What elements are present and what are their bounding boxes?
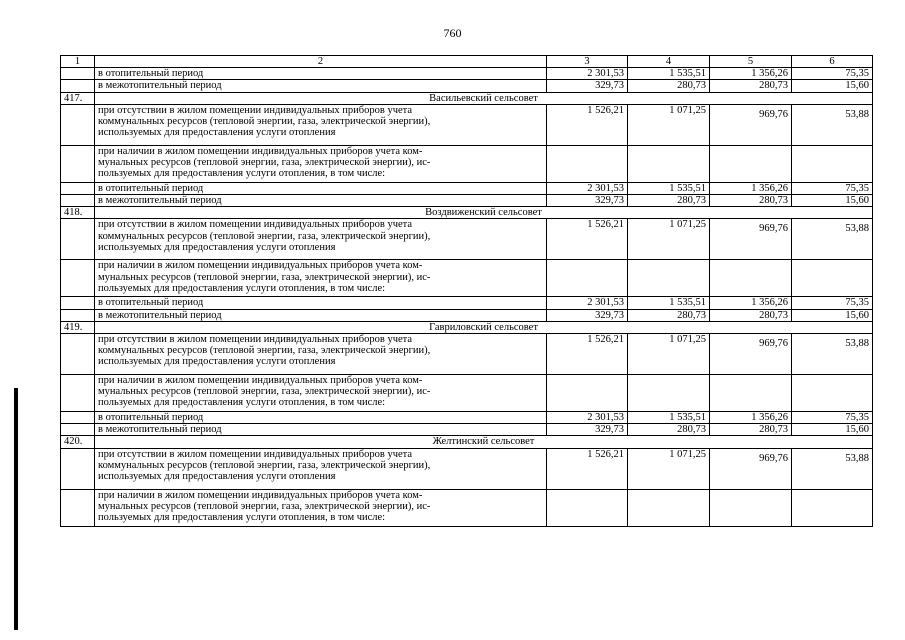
value-cell: [628, 145, 710, 182]
table-row: [61, 375, 873, 412]
table-row: [61, 489, 873, 526]
table-row: [61, 219, 873, 260]
value-cell: 280,73: [710, 195, 792, 207]
value-cell: [710, 375, 792, 412]
value-cell: 15,60: [792, 309, 873, 321]
value-cell: 1 071,25: [628, 334, 710, 375]
value-cell: 1 356,26: [710, 412, 792, 424]
label-line: пользуемых для предоставления услуги отопления, в том числе:: [98, 168, 386, 180]
value-cell: [628, 375, 710, 412]
header-cell: 4: [628, 56, 710, 68]
value-cell: 969,76: [710, 104, 792, 145]
index-cell: [61, 448, 95, 489]
label-cell: в межотопительный период: [95, 424, 547, 436]
value-cell: 1 526,21: [547, 219, 628, 260]
value-cell: 1 356,26: [710, 182, 792, 194]
label-cell: [95, 260, 547, 297]
value-cell: 329,73: [547, 309, 628, 321]
label-line: при отсутствии в жилом помещении индивидуальных приборов учета: [98, 104, 413, 116]
index-cell: [61, 145, 95, 182]
label-line: мунальных ресурсов (тепловой энергии, газа, электрической энергии), ис-: [98, 271, 431, 283]
section-index: 417.: [61, 92, 95, 104]
label-line: используемых для предоставления услуги отопления: [98, 241, 336, 253]
table-row: [61, 145, 873, 182]
value-cell: 329,73: [547, 80, 628, 92]
value-cell: [792, 489, 873, 526]
label-line: пользуемых для предоставления услуги отопления, в том числе:: [98, 397, 386, 409]
value-cell: [792, 260, 873, 297]
tariff-table-body: [61, 56, 873, 527]
table-row: [61, 260, 873, 297]
header-cell: 2: [95, 56, 547, 68]
label-line: при отсутствии в жилом помещении индивидуальных приборов учета: [98, 219, 413, 231]
value-cell: 280,73: [628, 424, 710, 436]
value-cell: [547, 375, 628, 412]
table-row: [61, 182, 873, 194]
label-line: при наличии в жилом помещении индивидуальных приборов учета ком-: [98, 145, 423, 157]
label-cell: в отопительный период: [95, 182, 547, 194]
value-cell: 2 301,53: [547, 182, 628, 194]
header-cell: 1: [61, 56, 95, 68]
section-title: Желтинский сельсовет: [95, 436, 873, 448]
value-cell: 53,88: [792, 448, 873, 489]
section-title: Воздвиженский сельсовет: [95, 207, 873, 219]
value-cell: 53,88: [792, 334, 873, 375]
value-cell: 1 071,25: [628, 219, 710, 260]
tariff-table: [60, 55, 873, 527]
value-cell: 75,35: [792, 182, 873, 194]
table-row: [61, 104, 873, 145]
table-row: [61, 195, 873, 207]
scan-edge-bar: [14, 388, 18, 630]
section-row: [61, 207, 873, 219]
index-cell: [61, 260, 95, 297]
table-row: [61, 309, 873, 321]
section-row: [61, 321, 873, 333]
value-cell: 969,76: [710, 448, 792, 489]
label-line: при наличии в жилом помещении индивидуальных приборов учета ком-: [98, 489, 423, 501]
value-cell: 1 526,21: [547, 448, 628, 489]
value-cell: 1 535,51: [628, 68, 710, 80]
index-cell: [61, 334, 95, 375]
value-cell: 2 301,53: [547, 297, 628, 309]
value-cell: 280,73: [710, 80, 792, 92]
label-line: коммунальных ресурсов (тепловой энергии, газа, электрической энергии),: [98, 116, 431, 128]
section-row: [61, 92, 873, 104]
value-cell: 53,88: [792, 219, 873, 260]
label-line: коммунальных ресурсов (тепловой энергии, газа, электрической энергии),: [98, 230, 431, 242]
value-cell: 329,73: [547, 424, 628, 436]
index-cell: [61, 219, 95, 260]
index-cell: [61, 104, 95, 145]
value-cell: [710, 145, 792, 182]
value-cell: 280,73: [628, 195, 710, 207]
label-line: мунальных ресурсов (тепловой энергии, газа, электрической энергии), ис-: [98, 386, 431, 398]
section-index: 418.: [61, 207, 95, 219]
value-cell: 15,60: [792, 424, 873, 436]
table-row: [61, 68, 873, 80]
index-cell: [61, 297, 95, 309]
value-cell: 53,88: [792, 104, 873, 145]
label-cell: в отопительный период: [95, 68, 547, 80]
table-row: [61, 448, 873, 489]
section-index: 420.: [61, 436, 95, 448]
section-title: Гавриловский сельсовет: [95, 321, 873, 333]
label-line: при наличии в жилом помещении индивидуальных приборов учета ком-: [98, 375, 423, 387]
value-cell: 1 535,51: [628, 412, 710, 424]
value-cell: 280,73: [628, 309, 710, 321]
value-cell: 2 301,53: [547, 412, 628, 424]
label-cell: [95, 375, 547, 412]
value-cell: 1 535,51: [628, 297, 710, 309]
value-cell: 1 356,26: [710, 297, 792, 309]
section-index: 419.: [61, 321, 95, 333]
label-line: используемых для предоставления услуги отопления: [98, 471, 336, 483]
label-line: коммунальных ресурсов (тепловой энергии, газа, электрической энергии),: [98, 459, 431, 471]
value-cell: [792, 375, 873, 412]
table-row: [61, 334, 873, 375]
table-row: [61, 80, 873, 92]
value-cell: 329,73: [547, 195, 628, 207]
value-cell: 280,73: [710, 424, 792, 436]
label-cell: [95, 489, 547, 526]
value-cell: 2 301,53: [547, 68, 628, 80]
value-cell: 15,60: [792, 195, 873, 207]
index-cell: [61, 182, 95, 194]
value-cell: [628, 260, 710, 297]
label-line: при наличии в жилом помещении индивидуальных приборов учета ком-: [98, 260, 423, 272]
label-line: при отсутствии в жилом помещении индивидуальных приборов учета: [98, 448, 413, 460]
label-line: пользуемых для предоставления услуги отопления, в том числе:: [98, 282, 386, 294]
label-cell: [95, 145, 547, 182]
value-cell: 1 526,21: [547, 104, 628, 145]
value-cell: 75,35: [792, 297, 873, 309]
value-cell: 1 356,26: [710, 68, 792, 80]
index-cell: [61, 424, 95, 436]
label-cell: [95, 219, 547, 260]
label-line: коммунальных ресурсов (тепловой энергии, газа, электрической энергии),: [98, 345, 431, 357]
label-line: используемых для предоставления услуги отопления: [98, 127, 336, 139]
label-cell: [95, 334, 547, 375]
value-cell: 15,60: [792, 80, 873, 92]
value-cell: 969,76: [710, 334, 792, 375]
label-line: пользуемых для предоставления услуги отопления, в том числе:: [98, 512, 386, 524]
value-cell: [710, 489, 792, 526]
label-line: мунальных ресурсов (тепловой энергии, газа, электрической энергии), ис-: [98, 157, 431, 169]
table-row: [61, 412, 873, 424]
index-cell: [61, 80, 95, 92]
value-cell: 280,73: [710, 309, 792, 321]
table-row: [61, 297, 873, 309]
index-cell: [61, 195, 95, 207]
value-cell: [628, 489, 710, 526]
label-line: при отсутствии в жилом помещении индивидуальных приборов учета: [98, 334, 413, 346]
value-cell: [547, 489, 628, 526]
label-cell: [95, 104, 547, 145]
table-row: [61, 424, 873, 436]
header-cell: 6: [792, 56, 873, 68]
value-cell: 969,76: [710, 219, 792, 260]
label-cell: [95, 448, 547, 489]
value-cell: 280,73: [628, 80, 710, 92]
label-cell: в межотопительный период: [95, 309, 547, 321]
section-title: Васильевский сельсовет: [95, 92, 873, 104]
value-cell: [792, 145, 873, 182]
value-cell: 1 535,51: [628, 182, 710, 194]
index-cell: [61, 412, 95, 424]
header-row: [61, 56, 873, 68]
value-cell: [547, 260, 628, 297]
index-cell: [61, 68, 95, 80]
value-cell: 75,35: [792, 412, 873, 424]
value-cell: 1 071,25: [628, 448, 710, 489]
index-cell: [61, 309, 95, 321]
value-cell: 1 526,21: [547, 334, 628, 375]
label-cell: в отопительный период: [95, 297, 547, 309]
header-cell: 3: [547, 56, 628, 68]
value-cell: [710, 260, 792, 297]
section-row: [61, 436, 873, 448]
label-cell: в межотопительный период: [95, 195, 547, 207]
page-number: 760: [443, 26, 462, 40]
value-cell: 75,35: [792, 68, 873, 80]
value-cell: [547, 145, 628, 182]
header-cell: 5: [710, 56, 792, 68]
value-cell: 1 071,25: [628, 104, 710, 145]
label-line: используемых для предоставления услуги отопления: [98, 356, 336, 368]
label-cell: в межотопительный период: [95, 80, 547, 92]
index-cell: [61, 375, 95, 412]
index-cell: [61, 489, 95, 526]
label-cell: в отопительный период: [95, 412, 547, 424]
label-line: мунальных ресурсов (тепловой энергии, газа, электрической энергии), ис-: [98, 500, 431, 512]
